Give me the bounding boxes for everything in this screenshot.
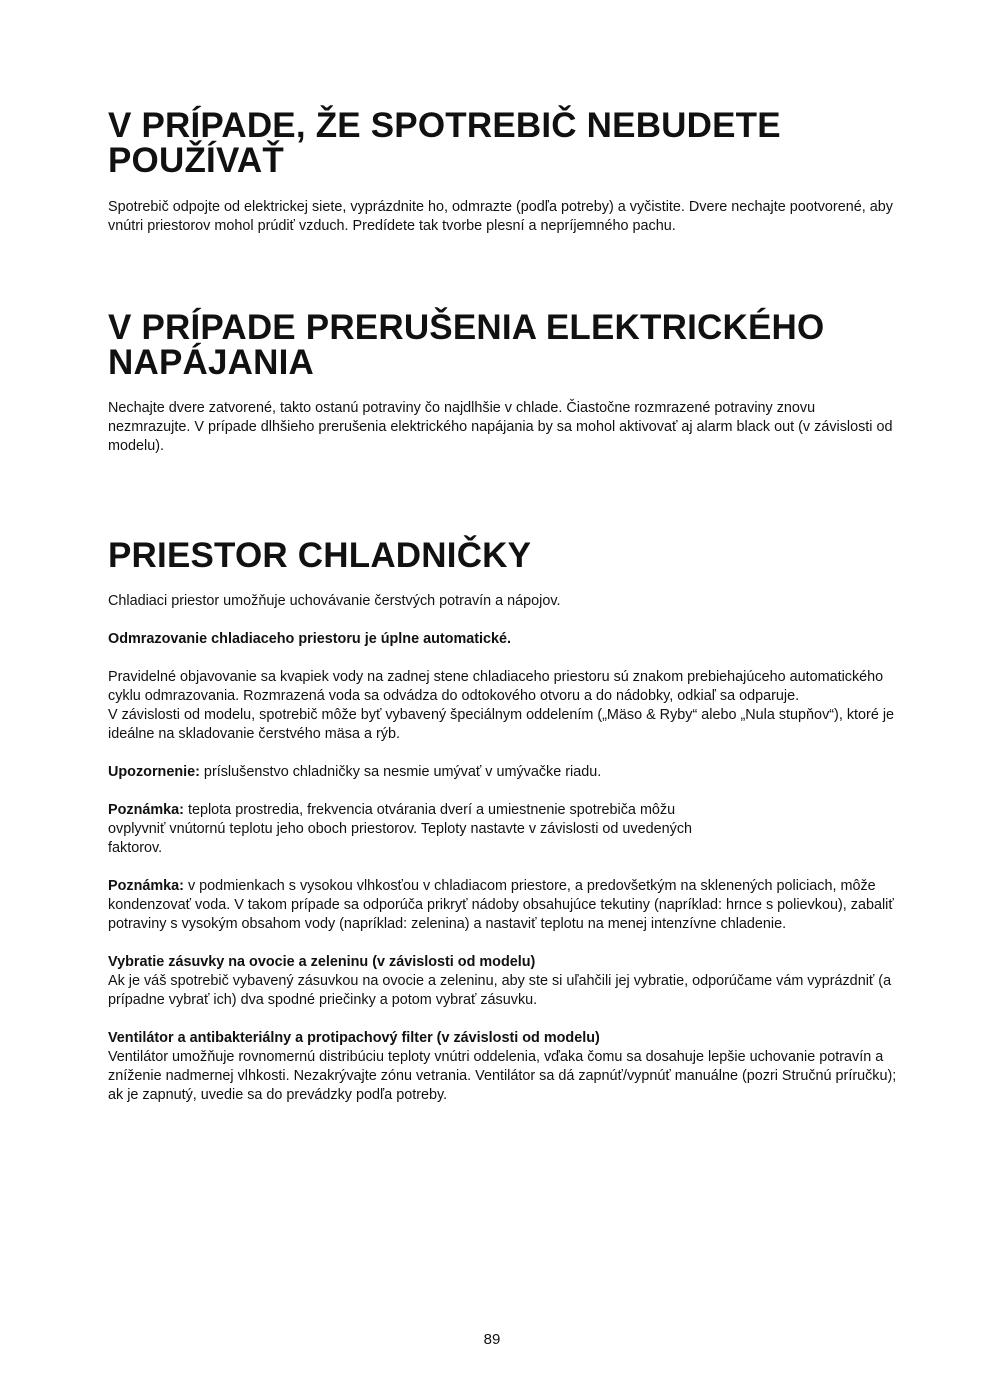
paragraph-power-failure: Nechajte dvere zatvorené, takto ostanú potraviny čo najdlhšie v chlade. Čiastočne rozmrazené potraviny znovu nezmrazujte. V prípade dlhšieho prerušenia elektrického napájania by sa mohol aktivovať aj alarm black out (v závislosti od modelu). (108, 400, 893, 454)
section-not-in-use (108, 108, 898, 236)
warning-label: Upozornenie: (108, 764, 200, 780)
paragraph-note-2 (108, 877, 898, 934)
paragraph-defrost-2: V závislosti od modelu, spotrebič môže byť vybavený špeciálnym oddelením („Mäso & Ryby“ alebo „Nula stupňov“), ktoré je ideálne na skladovanie čerstvého mäsa a rýb. (108, 707, 895, 742)
paragraph-fan: Ventilátor umožňuje rovnomernú distribúciu teploty vnútri oddelenia, vďaka čomu sa dosahuje lepšie uchovanie potravín a zníženie nadmernej vlhkosti. Nezakrývajte zónu vetrania. Ventilátor sa dá zapnúť/vypnúť manuálne (pozri Stručnú príručku); ak je zapnutý, uvedie sa do prevádzky podľa potreby. (108, 1049, 897, 1103)
paragraph-intro: Chladiaci priestor umožňuje uchovávanie čerstvých potravín a nápojov. (108, 593, 561, 609)
section-power-failure (108, 310, 898, 456)
paragraph-drawer: Ak je váš spotrebič vybavený zásuvkou na ovocie a zeleninu, aby ste si uľahčili jej vybratie, odporúčame vám vyprázdniť (a prípadne vybrať ich) dva spodné priečinky a potom vybrať zásuvku. (108, 973, 892, 1008)
defrost-heading: Odmrazovanie chladiaceho priestoru je úplne automatické. (108, 631, 512, 647)
note-1-text: teplota prostredia, frekvencia otvárania dverí a umiestnenie spotrebiča môžu ovplyvniť vnútornú teplotu jeho oboch priestorov. Teploty nastavte v závislosti od uvedených faktorov. (108, 802, 693, 856)
note-2-label: Poznámka: (108, 878, 184, 894)
section-heading-not-in-use: V PRÍPADE, ŽE SPOTREBIČ NEBUDETE POUŽÍVAŤ (108, 106, 781, 180)
paragraph-not-in-use: Spotrebič odpojte od elektrickej siete, vyprázdnite ho, odmrazte (podľa potreby) a vyčistite. Dvere nechajte pootvorené, aby vnútri priestorov mohol prúdiť vzduch. Predídete tak tvorbe plesní a nepríjemného pachu. (108, 199, 893, 234)
fan-heading: Ventilátor a antibakteriálny a protipachový filter (v závislosti od modelu) (108, 1030, 600, 1046)
note-1-label: Poznámka: (108, 802, 184, 818)
drawer-heading: Vybratie zásuvky na ovocie a zeleninu (v závislosti od modelu) (108, 954, 536, 970)
paragraph-warning (108, 763, 898, 782)
warning-text: príslušenstvo chladničky sa nesmie umývať v umývačke riadu. (199, 764, 602, 780)
page-content (108, 108, 898, 1105)
paragraph-defrost-1: Pravidelné objavovanie sa kvapiek vody na zadnej stene chladiaceho priestoru sú znakom prebiehajúceho automatického cyklu odmrazovania. Rozmrazená voda sa odvádza do odtokového otvoru a do nádobky, odkiaľ sa odparuje. (108, 669, 884, 704)
page-number: 89 (483, 1331, 501, 1348)
note-2-text: v podmienkach s vysokou vlhkosťou v chladiacom priestore, a predovšetkým na sklenených policiach, môže kondenzovať voda. V takom prípade sa odporúča prikryť nádoby obsahujúce tekutiny (napríklad: hrnce s polievkou), zabaliť potraviny s vysokým obsahom vody (napríklad: zelenina) a nastaviť teplotu na menej intenzívne chladenie. (108, 878, 894, 932)
section-fridge-compartment (108, 538, 898, 1105)
section-heading-fridge-compartment: PRIESTOR CHLADNIČKY (108, 536, 532, 575)
section-heading-power-failure: V PRÍPADE PRERUŠENIA ELEKTRICKÉHO NAPÁJANIA (108, 308, 825, 382)
paragraph-note-1 (108, 801, 718, 858)
